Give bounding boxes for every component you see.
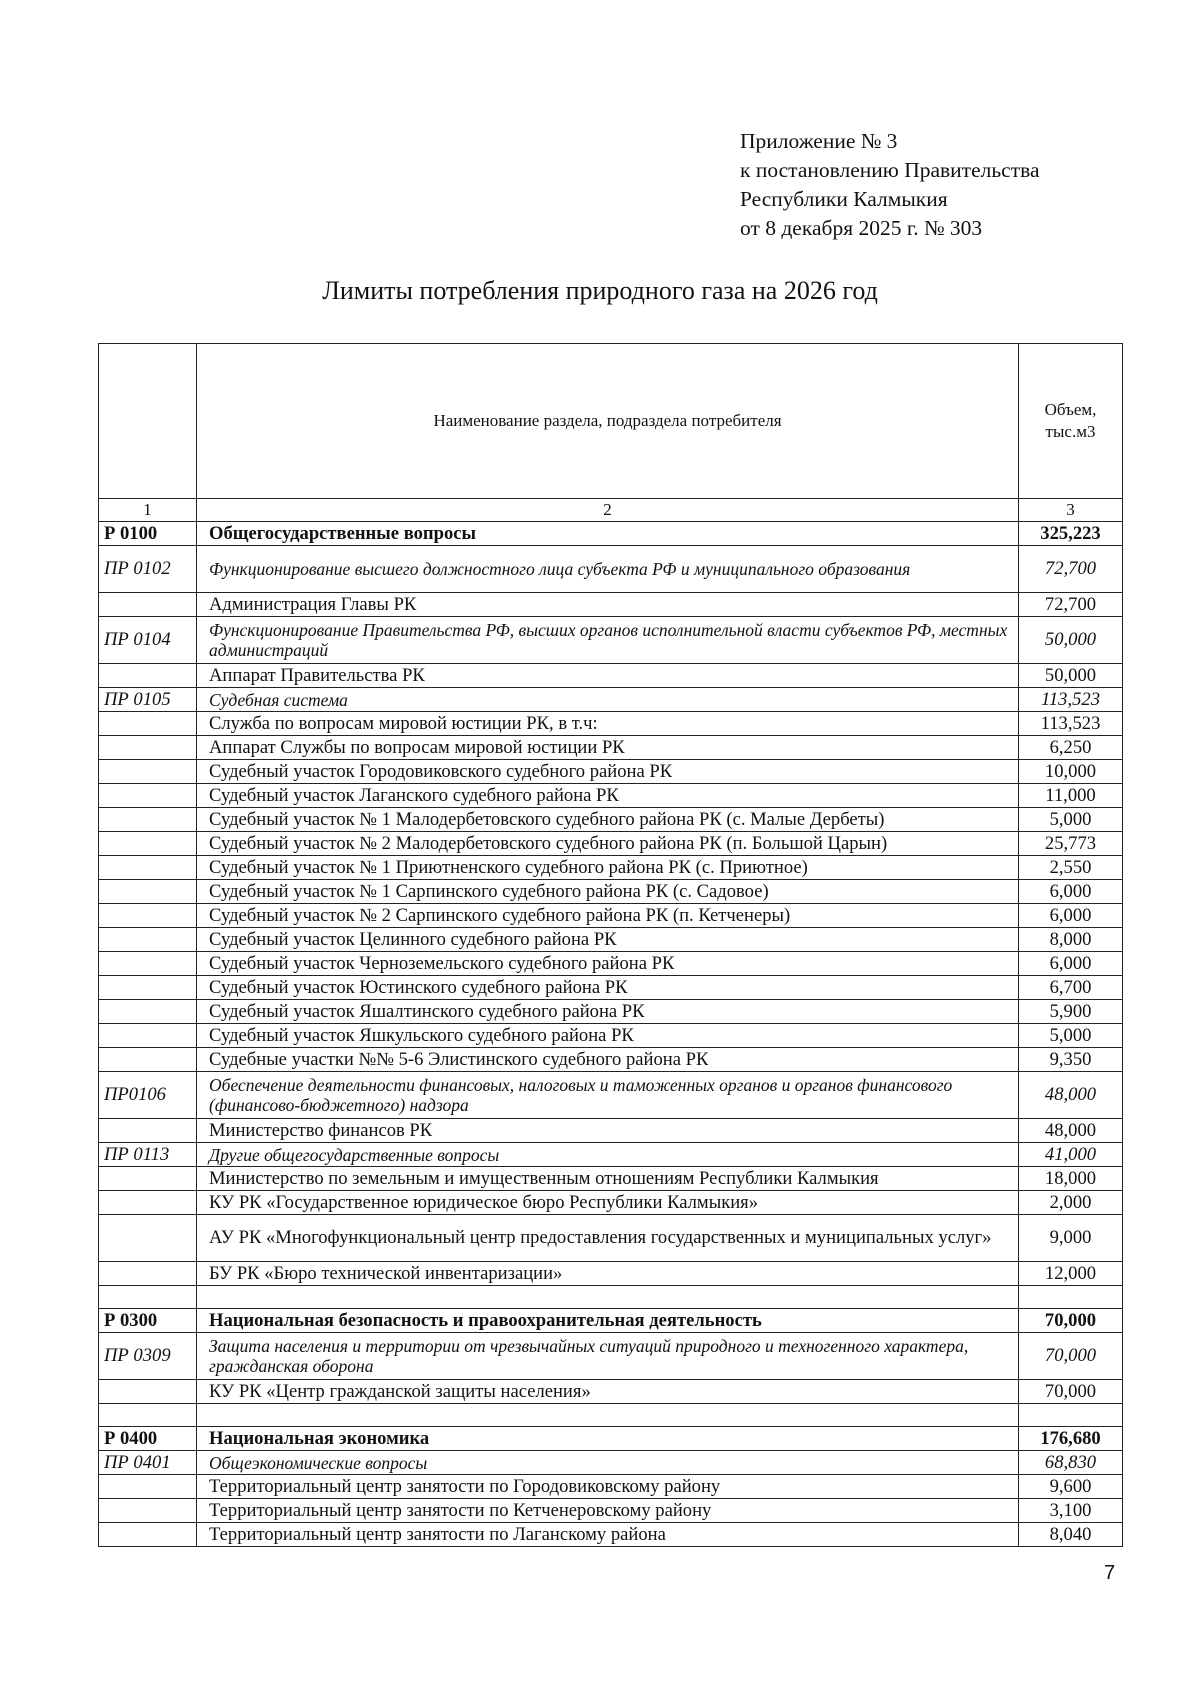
row-value-cell: 2,000 (1019, 1191, 1123, 1215)
table-row (99, 1000, 1123, 1024)
table-row (99, 784, 1123, 808)
row-value-cell: 18,000 (1019, 1167, 1123, 1191)
table-row (99, 522, 1123, 546)
row-value-cell (1019, 1286, 1123, 1309)
table-row (99, 1143, 1123, 1167)
table-row (99, 1427, 1123, 1451)
row-name-cell: Другие общегосударственные вопросы (197, 1143, 1019, 1167)
table-row (99, 546, 1123, 593)
table-row (99, 1286, 1123, 1309)
table-row (99, 688, 1123, 712)
row-name-cell: БУ РК «Бюро технической инвентаризации» (197, 1262, 1019, 1286)
row-code-cell (99, 1262, 197, 1286)
row-value-cell: 50,000 (1019, 617, 1123, 664)
row-name-cell: Судебный участок Яшалтинского судебного района РК (197, 1000, 1019, 1024)
row-value-cell: 6,250 (1019, 736, 1123, 760)
appendix-line: Республики Калмыкия (740, 187, 948, 211)
row-code-cell (99, 928, 197, 952)
row-name-cell: АУ РК «Многофункциональный центр предоставления государственных и муниципальных услуг» (197, 1215, 1019, 1262)
table-row (99, 808, 1123, 832)
row-value-cell: 6,000 (1019, 904, 1123, 928)
row-code-cell (99, 1499, 197, 1523)
table-row (99, 1262, 1123, 1286)
row-code-cell: ПР 0104 (99, 617, 197, 664)
row-name-cell: Защита населения и территории от чрезвычайных ситуаций природного и техногенного характера, гражданская оборона (197, 1333, 1019, 1380)
table-row (99, 880, 1123, 904)
row-name-cell: Территориальный центр занятости по Лаганскому района (197, 1523, 1019, 1547)
column-number-cell: 2 (197, 499, 1019, 522)
row-name-cell: Судебный участок № 2 Сарпинского судебного района РК (п. Кетченеры) (197, 904, 1019, 928)
row-code-cell (99, 593, 197, 617)
document-title: Лимиты потребления природного газа на 2026 год (322, 276, 878, 305)
row-value-cell: 9,600 (1019, 1475, 1123, 1499)
row-code-cell (99, 664, 197, 688)
row-name-cell: Судебный участок № 1 Приютненского судебного района РК (с. Приютное) (197, 856, 1019, 880)
table-row (99, 952, 1123, 976)
row-code-cell (99, 832, 197, 856)
table-row (99, 1475, 1123, 1499)
table-row (99, 1404, 1123, 1427)
row-code-cell: ПР0106 (99, 1072, 197, 1119)
row-value-cell: 5,000 (1019, 1024, 1123, 1048)
row-value-cell: 5,000 (1019, 808, 1123, 832)
row-name-cell: Судебный участок № 1 Сарпинского судебного района РК (с. Садовое) (197, 880, 1019, 904)
table-row (99, 1167, 1123, 1191)
table-row (99, 712, 1123, 736)
row-value-cell: 10,000 (1019, 760, 1123, 784)
table-row (99, 617, 1123, 664)
row-code-cell (99, 760, 197, 784)
row-name-cell: Судебная система (197, 688, 1019, 712)
row-code-cell (99, 712, 197, 736)
column-number-row (99, 499, 1123, 522)
row-value-cell: 11,000 (1019, 784, 1123, 808)
row-code-cell (99, 1380, 197, 1404)
row-name-cell: Судебный участок Целинного судебного района РК (197, 928, 1019, 952)
table-row (99, 736, 1123, 760)
row-value-cell: 6,000 (1019, 880, 1123, 904)
row-code-cell (99, 1000, 197, 1024)
table-row (99, 593, 1123, 617)
row-name-cell: Аппарат Службы по вопросам мировой юстиции РК (197, 736, 1019, 760)
row-code-cell (99, 880, 197, 904)
row-code-cell (99, 904, 197, 928)
row-code-cell (99, 1119, 197, 1143)
table-row (99, 1072, 1123, 1119)
row-name-cell: Судебный участок № 1 Малодербетовского судебного района РК (с. Малые Дербеты) (197, 808, 1019, 832)
row-name-cell: Национальная экономика (197, 1427, 1019, 1451)
row-code-cell: ПР 0401 (99, 1451, 197, 1475)
row-value-cell: 8,040 (1019, 1523, 1123, 1547)
table-row (99, 832, 1123, 856)
row-value-cell: 113,523 (1019, 712, 1123, 736)
table-row (99, 1523, 1123, 1547)
page-number: 7 (1104, 1562, 1116, 1584)
table-row (99, 1309, 1123, 1333)
table-row (99, 1191, 1123, 1215)
row-name-cell: Судебный участок Черноземельского судебного района РК (197, 952, 1019, 976)
row-value-cell: 8,000 (1019, 928, 1123, 952)
row-value-cell: 3,100 (1019, 1499, 1123, 1523)
row-value-cell: 72,700 (1019, 546, 1123, 593)
appendix-line: от 8 декабря 2025 г. № 303 (740, 216, 983, 240)
table-row (99, 1380, 1123, 1404)
row-code-cell: Р 0100 (99, 522, 197, 546)
row-code-cell (99, 1167, 197, 1191)
row-name-cell (197, 1404, 1019, 1427)
row-name-cell: Аппарат Правительства РК (197, 664, 1019, 688)
row-name-cell: Территориальный центр занятости по Городовиковскому району (197, 1475, 1019, 1499)
table-row (99, 1119, 1123, 1143)
row-value-cell: 50,000 (1019, 664, 1123, 688)
row-value-cell: 70,000 (1019, 1333, 1123, 1380)
row-value-cell: 48,000 (1019, 1119, 1123, 1143)
row-name-cell: Судебные участки №№ 5-6 Элистинского судебного района РК (197, 1048, 1019, 1072)
row-value-cell: 41,000 (1019, 1143, 1123, 1167)
row-value-cell: 113,523 (1019, 688, 1123, 712)
row-name-cell: Судебный участок Городовиковского судебного района РК (197, 760, 1019, 784)
gas-limits-table (98, 343, 1123, 1547)
row-name-cell: Министерство финансов РК (197, 1119, 1019, 1143)
table-row (99, 1048, 1123, 1072)
row-value-cell: 12,000 (1019, 1262, 1123, 1286)
row-name-cell: Судебный участок Яшкульского судебного района РК (197, 1024, 1019, 1048)
row-code-cell (99, 1523, 197, 1547)
column-number-cell: 1 (99, 499, 197, 522)
row-name-cell: Общеэкономические вопросы (197, 1451, 1019, 1475)
row-value-cell: 325,223 (1019, 522, 1123, 546)
row-value-cell: 9,000 (1019, 1215, 1123, 1262)
row-name-cell: КУ РК «Центр гражданской защиты населения» (197, 1380, 1019, 1404)
row-name-cell: Обеспечение деятельности финансовых, налоговых и таможенных органов и органов финансового (финансово-бюджетного) надзора (197, 1072, 1019, 1119)
table-row (99, 1499, 1123, 1523)
row-value-cell: 6,000 (1019, 952, 1123, 976)
table-row (99, 1333, 1123, 1380)
appendix-line: к постановлению Правительства (740, 158, 1040, 182)
row-code-cell (99, 1475, 197, 1499)
row-name-cell: Министерство по земельным и имущественным отношениям Республики Калмыкия (197, 1167, 1019, 1191)
row-name-cell: Национальная безопасность и правоохранительная деятельность (197, 1309, 1019, 1333)
table-row (99, 928, 1123, 952)
table-row (99, 1024, 1123, 1048)
row-value-cell: 25,773 (1019, 832, 1123, 856)
row-code-cell: Р 0300 (99, 1309, 197, 1333)
table-row (99, 760, 1123, 784)
row-name-cell: Служба по вопросам мировой юстиции РК, в т.ч: (197, 712, 1019, 736)
table-row (99, 664, 1123, 688)
table-header-row (99, 344, 1123, 499)
column-number-cell: 3 (1019, 499, 1123, 522)
row-code-cell (99, 1404, 197, 1427)
row-name-cell: Фунскционирование Правительства РФ, высших органов исполнительной власти субъектов РФ, местных администраций (197, 617, 1019, 664)
row-code-cell (99, 1048, 197, 1072)
row-code-cell: ПР 0105 (99, 688, 197, 712)
row-code-cell (99, 976, 197, 1000)
row-name-cell: Судебный участок Лаганского судебного района РК (197, 784, 1019, 808)
row-value-cell: 6,700 (1019, 976, 1123, 1000)
row-code-cell: ПР 0113 (99, 1143, 197, 1167)
row-value-cell: 70,000 (1019, 1380, 1123, 1404)
row-name-cell: Общегосударственные вопросы (197, 522, 1019, 546)
appendix-block (740, 127, 1040, 243)
row-name-cell: Судебный участок № 2 Малодербетовского судебного района РК (п. Большой Царын) (197, 832, 1019, 856)
row-value-cell: 72,700 (1019, 593, 1123, 617)
table-row (99, 1215, 1123, 1262)
row-value-cell: 2,550 (1019, 856, 1123, 880)
row-code-cell (99, 784, 197, 808)
row-code-cell: ПР 0102 (99, 546, 197, 593)
row-name-cell: Администрация Главы РК (197, 593, 1019, 617)
row-value-cell: 48,000 (1019, 1072, 1123, 1119)
row-code-cell (99, 1286, 197, 1309)
row-value-cell: 5,900 (1019, 1000, 1123, 1024)
row-name-cell: КУ РК «Государственное юридическое бюро Республики Калмыкия» (197, 1191, 1019, 1215)
table-row (99, 976, 1123, 1000)
row-name-cell: Функционирование высшего должностного лица субъекта РФ и муниципального образования (197, 546, 1019, 593)
row-code-cell (99, 808, 197, 832)
row-code-cell: Р 0400 (99, 1427, 197, 1451)
row-code-cell (99, 856, 197, 880)
header-cell-code (99, 344, 197, 499)
table-row (99, 1451, 1123, 1475)
row-code-cell (99, 1215, 197, 1262)
row-code-cell (99, 1191, 197, 1215)
row-code-cell (99, 1024, 197, 1048)
row-code-cell (99, 952, 197, 976)
header-cell-volume: Объем, тыс.м3 (1019, 344, 1123, 499)
table-row (99, 856, 1123, 880)
row-name-cell: Судебный участок Юстинского судебного района РК (197, 976, 1019, 1000)
row-value-cell: 70,000 (1019, 1309, 1123, 1333)
header-cell-name: Наименование раздела, подраздела потребителя (197, 344, 1019, 499)
table-row (99, 904, 1123, 928)
row-name-cell (197, 1286, 1019, 1309)
row-value-cell: 68,830 (1019, 1451, 1123, 1475)
row-value-cell: 9,350 (1019, 1048, 1123, 1072)
row-value-cell (1019, 1404, 1123, 1427)
row-code-cell: ПР 0309 (99, 1333, 197, 1380)
row-code-cell (99, 736, 197, 760)
row-value-cell: 176,680 (1019, 1427, 1123, 1451)
appendix-line: Приложение № 3 (740, 129, 898, 153)
row-name-cell: Территориальный центр занятости по Кетченеровскому району (197, 1499, 1019, 1523)
